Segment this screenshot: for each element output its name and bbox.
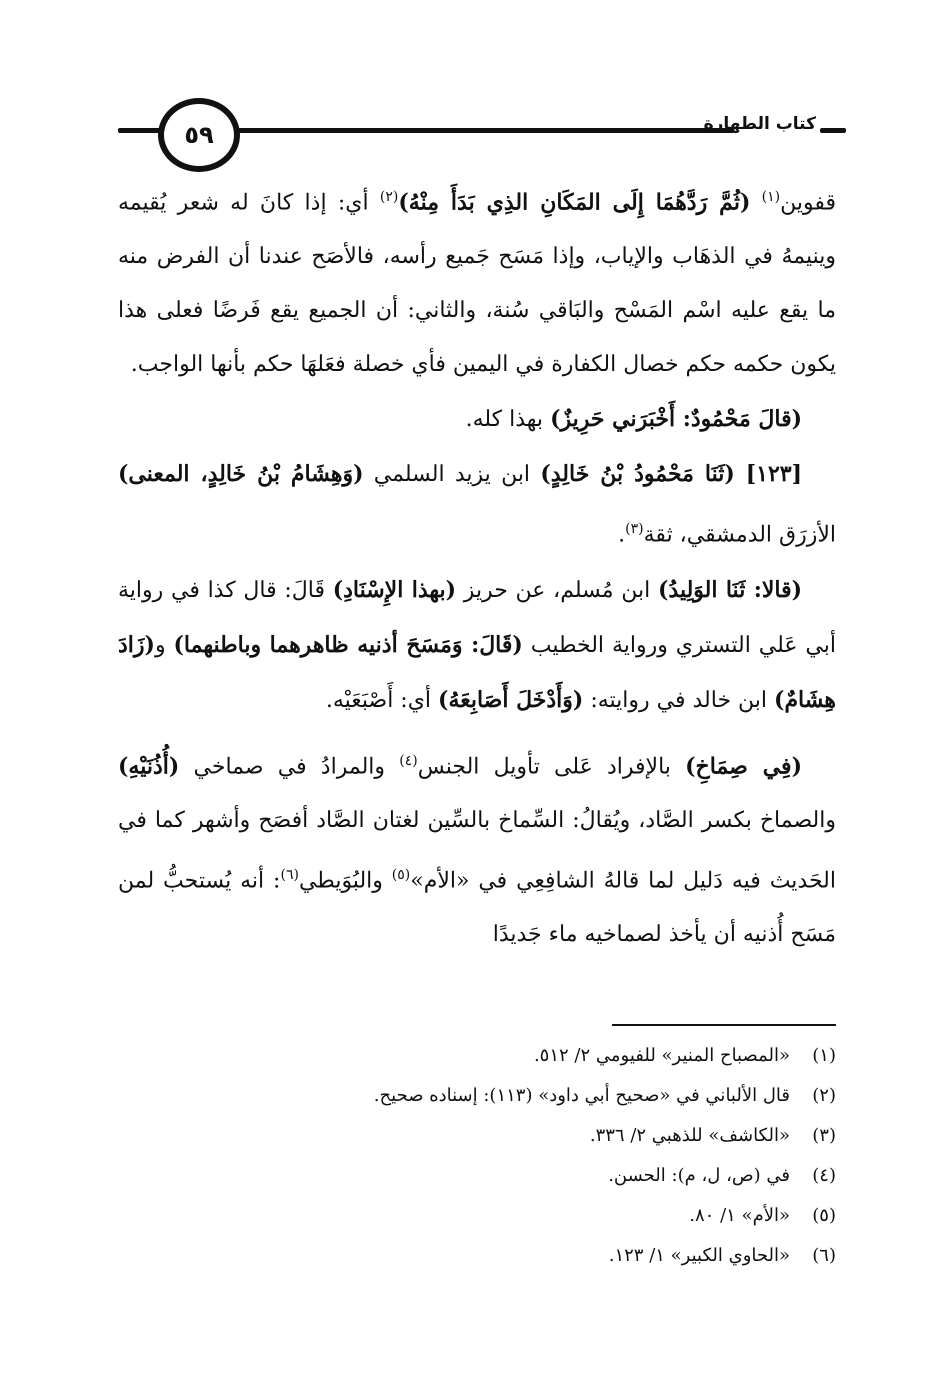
hadith-text: (ثُمَّ رَدَّهُمَا إِلَى المَكَانِ الذِي بَدَأَ مِنْهُ) (398, 189, 751, 216)
hadith-text: (فِي صِمَاخِ) (685, 752, 802, 779)
commentary-text: و (154, 632, 174, 658)
footnote-item (116, 1076, 836, 1116)
header-rule-tail (820, 128, 846, 133)
page-header (118, 92, 846, 172)
footnote-text: «الحاوي الكبير» ١/ ١٢٣. (608, 1245, 790, 1266)
paragraph (118, 447, 836, 562)
footnote-text: «المصباح المنير» للفيومي ٢/ ٥١٢. (533, 1045, 790, 1066)
commentary-text: بالإفراد عَلى تأويل الجنس (417, 753, 686, 779)
hadith-text: [١٢٣] (ثَنَا مَحْمُودُ بْنُ خَالِدٍ) (540, 461, 803, 488)
commentary-text: : أنه يُستحبُّ لمن مَسَح أُذنيه أن يأخذ لصماخيه ماء جَديدًا (118, 868, 836, 948)
commentary-text: بهذا كله. (465, 407, 551, 433)
commentary-text: والبُوَيطي (298, 868, 392, 894)
hadith-text: (قَالَ: وَمَسَحَ أذنيه ظاهرهما وباطنهما) (173, 631, 523, 658)
footnote-ref: (٥) (391, 866, 411, 883)
commentary-text (750, 190, 761, 215)
footnote-text: «الأم» ١/ ٨٠. (689, 1205, 790, 1226)
commentary-text: والصماخ بكسر الصَّاد، ويُقالُ: السِّماخ بالسِّين لغتان الصَّاد أفصَح وأشهر كما في الحَديث فيه دَليل لما قالهُ الشافِعِي في «الأم» (118, 807, 836, 894)
page-number: ٥٩ (158, 98, 240, 172)
commentary-text: أي: أَصْبَعَيْه. (325, 687, 439, 713)
commentary-text: الأزرَق الدمشقي، ثقة (643, 522, 836, 548)
footnote-number: (٦) (812, 1245, 836, 1266)
hadith-text: (وَهِشَامُ بْنُ خَالِدٍ، المعنى) (118, 461, 364, 488)
footnote-ref: (١) (761, 189, 781, 205)
footnote-ref: (٤) (399, 752, 418, 769)
hadith-text: (زَادَ هِشَامٌ) (118, 631, 836, 713)
paragraph (118, 392, 836, 447)
book-title: كتاب الطهارة (703, 114, 816, 134)
hadith-text: (أُذُنَيْهِ) (118, 752, 180, 779)
footnote-item (116, 1116, 836, 1156)
hadith-text: (وَأَدْخَلَ أَصَابِعَهُ) (438, 686, 584, 713)
paragraph (118, 734, 836, 963)
footnote-item (116, 1156, 836, 1196)
footnote-item (116, 1196, 836, 1236)
commentary-text: ابن مُسلم، عن حريز (456, 577, 658, 603)
hadith-text: (قالا: ثَنَا الوَلِيدُ) (657, 576, 803, 603)
commentary-text: والمرادُ في صماخي (179, 753, 400, 779)
commentary-text: قفوين (780, 190, 837, 216)
footnote-ref: (٦) (280, 866, 299, 883)
footnote-item (116, 1236, 836, 1276)
commentary-text: ابن خالد في روايته: (583, 687, 775, 713)
hadith-text: (بهذا الإِسْنَادِ) (332, 576, 457, 603)
main-text (118, 170, 836, 962)
footnote-number: (٥) (812, 1205, 836, 1226)
commentary-text: قَالَ: قال كذا في رواية أبي عَلي التستري ورواية الخطيب (118, 577, 836, 658)
paragraph (118, 563, 836, 728)
hadith-text: (قالَ مَحْمُودٌ: أَخْبَرَني حَرِيزٌ) (550, 406, 802, 433)
footnote-ref: (٢) (379, 189, 399, 205)
footnote-text: في (ص، ل، م): الحسن. (608, 1165, 790, 1186)
footnote-text: «الكاشف» للذهبي ٢/ ٣٣٦. (589, 1125, 790, 1146)
commentary-text: ابن يزيد السلمي (363, 462, 541, 488)
header-rule-right (226, 128, 734, 133)
paragraph (118, 170, 836, 392)
footnotes (116, 1036, 836, 1276)
commentary-text: . (618, 522, 626, 548)
footnote-number: (١) (812, 1045, 836, 1066)
footnote-number: (٢) (812, 1085, 836, 1106)
footnote-item (116, 1036, 836, 1076)
commentary-text: أي: إذا كانَ له شعر يُقيمه وينيمهُ في الذهَاب والإياب، وإذا مَسَح جَميع رأسه، فالأصَح عندنا أن الفرض منه ما يقع عليه اسْم المَسْح والبَاقي سُنة، والثاني: أن الجميع يقع فَرضًا فعلى هذا يكون حكمه حكم خصال الكفارة في اليمين فأي خصلة فعَلهَا حكم بأنها الواجب. (118, 190, 836, 378)
footnote-text: قال الألباني في «صحيح أبي داود» (١١٣): إسناده صحيح. (373, 1085, 790, 1106)
footnote-ref: (٣) (625, 521, 644, 538)
footnote-separator (612, 1024, 836, 1026)
footnote-number: (٤) (812, 1165, 836, 1186)
footnote-number: (٣) (812, 1125, 836, 1146)
